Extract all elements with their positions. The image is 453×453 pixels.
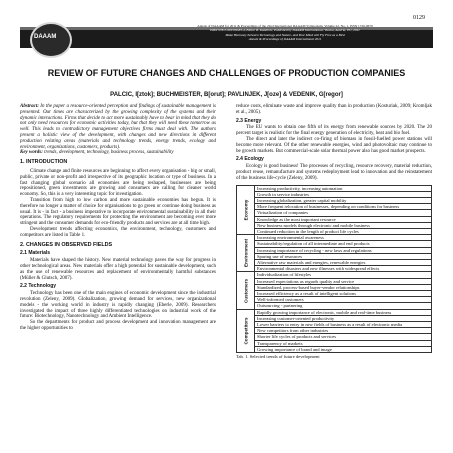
paragraph: Materials have shaped the history. New material technology paves the way for progress in other technological areas. New materials offer a high potential for sustainable development, such as the use of renewable resources and replacement of environmentally harmful substances (Müller & Glutsch, 2007). xyxy=(20,258,216,281)
table-cell: Increasing importance of recycling - new laws and regulations xyxy=(255,247,432,253)
right-column xyxy=(236,104,432,360)
table-category-label: Economy xyxy=(242,199,248,221)
table-cell: Transparency of markets xyxy=(255,340,432,346)
abstract xyxy=(20,104,216,150)
paragraph: Transition from high to low carbon and more sustainable economies has begun. It is therefore no longer a matter of choice for organisations to go green or continue doing business as usual. It is - in fact - a business imperative to incorporate environmental sustainability in all their operations. The regulatory requirements for protecting the environment are becoming ever more stringent and the consumer demands for eco-friendly products and services are at all time high. xyxy=(20,197,216,227)
paragraph: The direct and later the indirect co-firing of biomass in fossil-fuelled power stations will become more relevant. Of the other renewable energies, wind and photovoltaic may continue to be growth markets. But commercial-scale solar thermal power also has good market prospects. xyxy=(236,136,432,154)
table-cell: Sparing use of resources xyxy=(255,253,432,259)
table-category-cell xyxy=(237,235,255,272)
table-row xyxy=(237,346,432,352)
table-cell: Sustainability/regulation of all intermediate and end products xyxy=(255,241,432,247)
key-words xyxy=(20,150,216,156)
table-cell: New competitors from other industries xyxy=(255,328,432,334)
table-category-cell xyxy=(237,309,255,352)
subsection-heading-ecology: 2.4 Ecology xyxy=(236,156,264,163)
paper-authors: PALCIC, I[ztok]; BUCHMEISTER, B[orut]; PAVLINJEK, J[oze] & VEDENIK, G[regor] xyxy=(110,92,343,98)
paragraph: Development trends affecting economics, the environment, technology, customers and competitors are listed in Table 1. xyxy=(20,226,216,238)
table-cell: Continued reduction in the length of product life cycles xyxy=(255,228,432,234)
table-cell: Well-informed customers xyxy=(255,297,432,303)
table-cell: Knowledge as the most important resource xyxy=(255,216,432,222)
abstract-label: Abstract: xyxy=(20,104,39,109)
key-words-label: Key words: xyxy=(20,150,43,156)
abstract-text: In the paper a resource-oriented perception and findings of sustainable management is presented. Our times are characterized by the growing complexity of the systems and their dynamic interactions. Firms that decide to act more sustainably have to bear in mind that they do not only need resources for economic activities today, but that they will need these tomorrow as well. This leads to contradictory management objectives firms must deal with. The authors present a holistic view of the development, with changes and new directions in different production relating areas (materials and technology trends, energy trends, ecology and environment, organizations, customers, products). xyxy=(20,104,216,150)
table-cell: Standardized, process-based buyer-vendor relationships xyxy=(255,284,432,290)
table-cell: Increasing globalization, greater capital mobility xyxy=(255,197,432,203)
header-info-line: Annals of DAAAM for 2011 & Proceedings of the 22nd International DAAAM Symposium, Volume 22, No. 1, ISSN 1726-9679 xyxy=(197,24,373,28)
table-category-cell xyxy=(237,272,255,309)
publication-header xyxy=(20,22,433,58)
table-cell: Rapidly growing importance of electronic, mobile and real-time business xyxy=(255,309,432,315)
paper-title: REVIEW OF FUTURE CHANGES AND CHALLENGES OF PRODUCTION COMPANIES xyxy=(47,68,406,78)
paragraph: The EU wants to obtain one fifth of its energy from renewable sources by 2020. The 20 percent target is realistic for the final energy generation of electricity, heat and bio fuel. xyxy=(236,125,432,137)
key-words-text: trends, development, technology, business process, sustainability xyxy=(44,150,174,156)
table-caption: Tab. 1. Selected trends of future development xyxy=(236,354,320,360)
table-cell: Increased expectations as regards quality and service xyxy=(255,278,432,284)
table-cell: Growing importance of brand and image xyxy=(255,346,432,352)
table-cell: Growth in service industries xyxy=(255,191,432,197)
left-column xyxy=(20,104,216,332)
header-info xyxy=(140,24,430,41)
paragraph: Technology has been one of the main engines of economic development since the industrial revolution (Zeleny, 2009). Globalization, growing demand for services, new organizational models - the working world in industry is rapidly changing (Eberle, 2009). Researchers investigated the impact of three highly differentiated technologies on industrial work of the future: Biotechnology, Nanotechnology and Ambient Intelligence. xyxy=(20,291,216,320)
paragraph: Ecology is good business! The processes of recycling, resource recovery, material reduction, product reuse, remanufacture and systems redeployment lead to innovation and the reinstatement of the business life-cycle (Zeleny, 2009). xyxy=(236,164,432,181)
table-category-label: Customers xyxy=(242,278,248,303)
paragraph: Climate change and finite resources are beginning to affect every organisation - big or small, public, private or non-profit and irrespective of its geographic location or type of business. In a fast changing global scenario all economies are being reshaped, businesses are being repositioned, green investments are growing and consumers are calling for cleaner world economy. So, this is a very interesting topic for investigation. xyxy=(20,168,216,198)
table-category-cell xyxy=(237,185,255,235)
table-cell: New business models through electronic and mobile business xyxy=(255,222,432,228)
header-info-line: Annals & Proceedings of DAAAM International 2011 xyxy=(248,36,322,41)
table-cell: Increasing productivity, increasing automation xyxy=(255,185,432,191)
table-cell: Lower barriers to entry in new fields of business as a result of electronic media xyxy=(255,322,432,328)
table-category-label: Environment xyxy=(242,239,248,268)
logo-text: DAAAM xyxy=(34,34,57,40)
table-cell: Increasing customer-oriented productivity xyxy=(255,315,432,321)
trends-table xyxy=(236,185,432,353)
paragraph: So the departments for product and process development and innovation management are the higher opportunities to xyxy=(20,320,216,331)
table-cell: Alternative raw materials and energies, renewable energies xyxy=(255,260,432,266)
table-cell: Increased efficiency as a result of intelligent solutions xyxy=(255,291,432,297)
subsection-heading-technology: 2.2 Technology xyxy=(20,283,57,290)
table-cell: More frequent relocation of businesses, depending on conditions for business xyxy=(255,204,432,210)
table-category-label: Competitors xyxy=(242,317,248,345)
section-heading-changes: 2. CHANGES IN OBSERVED FIELDS xyxy=(20,241,113,248)
header-info-line: ISBN 978-3-901509-83-4, Editor B. Katalinic, Published by DAAAM International, Vienna, Austria, EU, 2011 xyxy=(210,28,360,33)
section-heading-introduction: 1. INTRODUCTION xyxy=(20,159,68,166)
subsection-heading-energy: 2.3 Energy xyxy=(236,117,262,124)
table-cell: Environmental disasters and new illnesses with widespread effects xyxy=(255,266,432,272)
daaam-logo xyxy=(30,22,72,58)
table-cell: Individualization of lifestyles xyxy=(255,272,432,278)
table-cell: Increasing environmental awareness xyxy=(255,235,432,241)
subsection-heading-materials: 2.1 Materials xyxy=(20,250,51,257)
page-number: 0129 xyxy=(413,15,425,21)
table-cell: Virtualization of companies xyxy=(255,210,432,216)
paragraph: reduce costs, eliminate waste and improve quality than in production (Kosturiak, 2009; Kromljak et al., 2005). xyxy=(236,104,432,115)
header-info-line: Make Harmony between Technology and Nature, and Your Mind will Fly Free as a Bird xyxy=(225,32,345,37)
table-cell: Shorter life cycles of products and services xyxy=(255,334,432,340)
table-cell: Outsourcing - partnering xyxy=(255,303,432,309)
